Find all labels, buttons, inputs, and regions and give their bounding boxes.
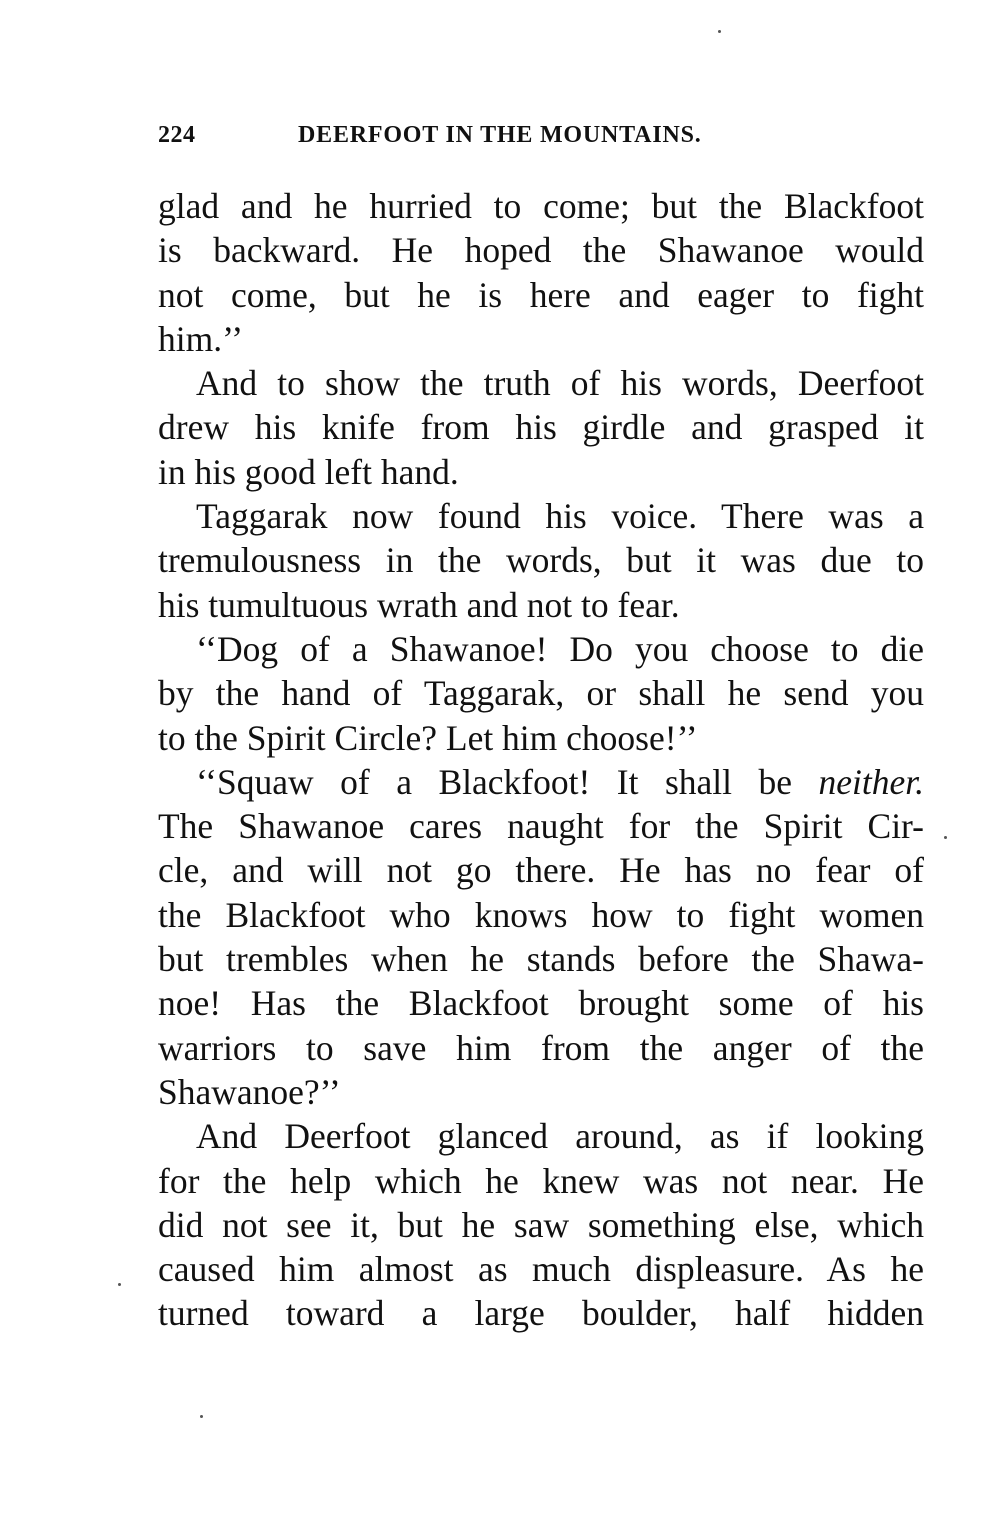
text-line: Taggarak now found his voice. There was a [196, 496, 924, 537]
running-head: DEERFOOT IN THE MOUNTAINS. [298, 122, 702, 148]
text-line: And to show the truth of his words, Deerfoot [196, 363, 924, 404]
text-line: is backward. He hoped the Shawanoe would [158, 230, 924, 271]
text-line: The Shawanoe cares naught for the Spirit Cir- [158, 806, 924, 847]
text-line: for the help which he knew was not near. He [158, 1160, 924, 1201]
text-line: caused him almost as much displeasure. As he [158, 1249, 924, 1290]
text-line: not come, but he is here and eager to fight [158, 274, 924, 315]
scan-speck [200, 1415, 203, 1418]
page-header [158, 122, 928, 162]
text-line: him.’’ [158, 318, 244, 359]
scan-speck [118, 1283, 121, 1286]
text-line: to the Spirit Circle? Let him choose!’’ [158, 717, 698, 758]
text-line: did not see it, but he saw something else, which [158, 1204, 924, 1245]
text-line: noe! Has the Blackfoot brought some of his [158, 983, 924, 1024]
text-line: by the hand of Taggarak, or shall he send you [158, 673, 924, 714]
text-line: turned toward a large boulder, half hidden [158, 1293, 924, 1334]
text-line: his tumultuous wrath and not to fear. [158, 584, 680, 625]
text-line: the Blackfoot who knows how to fight women [158, 894, 924, 935]
text-line-with-emphasis [158, 760, 924, 804]
text-line: cle, and will not go there. He has no fear of [158, 850, 924, 891]
body-text [158, 184, 924, 1336]
text-line: glad and he hurried to come; but the Blackfoot [158, 186, 924, 226]
scan-speck [718, 30, 721, 33]
text-line: but trembles when he stands before the Shawa- [158, 939, 924, 980]
page-number: 224 [158, 122, 196, 148]
scan-speck [944, 836, 947, 839]
text-line: Shawanoe?’’ [158, 1071, 341, 1112]
emphasis-word: neither. [818, 761, 924, 802]
text-line: And Deerfoot glanced around, as if looking [196, 1116, 924, 1157]
text-line: ‘‘Dog of a Shawanoe! Do you choose to die [196, 628, 924, 669]
text-line: drew his knife from his girdle and grasped it [158, 407, 924, 448]
text-line: warriors to save him from the anger of the [158, 1027, 924, 1068]
text-line-start: ‘‘Squaw of a Blackfoot! It shall be [196, 761, 819, 802]
text-line: tremulousness in the words, but it was due to [158, 540, 924, 581]
text-line: in his good left hand. [158, 451, 459, 492]
